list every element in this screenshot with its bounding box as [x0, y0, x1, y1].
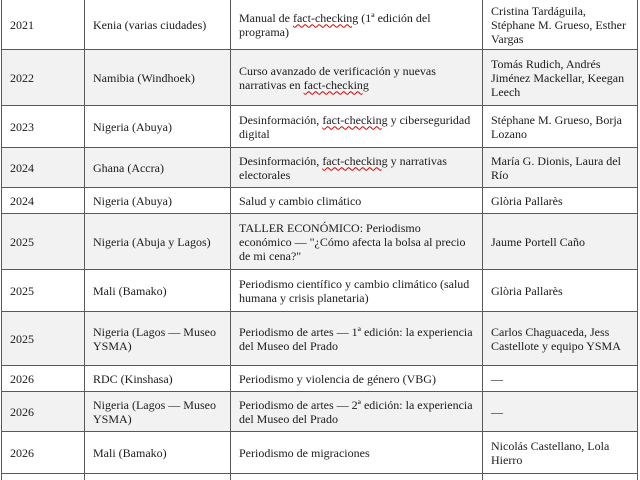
table-row — [2, 50, 638, 106]
team-cell: — — [483, 366, 638, 392]
place-cell: Nigeria (Abuja y Lagos) — [85, 214, 231, 270]
team-cell: Glòria Pallarès — [483, 188, 638, 214]
table-row — [2, 188, 638, 214]
place-cell: RDC (Kinshasa) — [85, 366, 231, 392]
table-row — [2, 432, 638, 474]
place-cell: Nigeria (Lagos — Museo YSMA) — [85, 392, 231, 432]
title-cell: TALLER ECONÓMICO: Periodismo económico — "¿Cómo afecta la bolsa al precio de mi cena?" — [231, 214, 483, 270]
table-row — [2, 0, 638, 50]
title-cell: Periodismo de migraciones — [231, 432, 483, 474]
workshops-table — [1, 0, 638, 480]
place-cell: Namibia (Windhoek) — [85, 50, 231, 106]
team-cell: Tomás Rudich, Andrés Jiménez Mackellar, Keegan Leech — [483, 50, 638, 106]
spellcheck-word: fact-checking — [292, 10, 359, 25]
table-row — [2, 270, 638, 312]
table-row — [2, 312, 638, 366]
title-cell: Curso avanzado de verificación y nuevas narrativas en fact-checking — [231, 50, 483, 106]
title-cell: Desinformación, fact-checking y narrativas electorales — [231, 148, 483, 188]
year-cell: 2025 — [2, 214, 85, 270]
spellcheck-word: fact-checking — [322, 112, 388, 127]
title-cell: Periodismo científico y cambio climático (salud humana y crisis planetaria) — [231, 270, 483, 312]
spellcheck-word: fact-checking — [303, 77, 369, 92]
table-row — [2, 214, 638, 270]
team-cell: Carlos Chaguaceda, Jess Castellote y equipo YSMA — [483, 312, 638, 366]
team-cell: María G. Dionis, Laura del Río — [483, 148, 638, 188]
table-row — [2, 106, 638, 148]
title-cell: Periodismo de artes — 2ª edición: la experiencia del Museo del Prado — [231, 392, 483, 432]
year-cell: 2026 — [2, 366, 85, 392]
year-cell — [2, 474, 85, 480]
table-row — [2, 148, 638, 188]
title-cell: Periodismo de artes — 1ª edición: la experiencia del Museo del Prado — [231, 312, 483, 366]
year-cell: 2021 — [2, 0, 85, 50]
table-row — [2, 392, 638, 432]
title-cell: Periodismo y violencia de género (VBG) — [231, 366, 483, 392]
team-cell: Cristina Tardáguila, Stéphane M. Grueso, Esther Vargas — [483, 0, 638, 50]
team-cell: Glòria Pallarès — [483, 270, 638, 312]
year-cell: 2023 — [2, 106, 85, 148]
spellcheck-word: fact-checking — [322, 153, 388, 168]
table-row — [2, 366, 638, 392]
team-cell: Nicolás Castellano, Lola Hierro — [483, 432, 638, 474]
year-cell: 2022 — [2, 50, 85, 106]
place-cell: Nigeria (Abuya) — [85, 188, 231, 214]
place-cell — [85, 474, 231, 480]
team-cell: Jaume Portell Caño — [483, 214, 638, 270]
team-cell: Stéphane M. Grueso, Borja Lozano — [483, 106, 638, 148]
year-cell: 2025 — [2, 270, 85, 312]
place-cell: Nigeria (Lagos — Museo YSMA) — [85, 312, 231, 366]
title-cell — [231, 474, 483, 480]
team-cell: — — [483, 392, 638, 432]
team-cell — [483, 474, 638, 480]
title-cell: Salud y cambio climático — [231, 188, 483, 214]
year-cell: 2026 — [2, 432, 85, 474]
year-cell: 2024 — [2, 148, 85, 188]
table-row-partial — [2, 474, 638, 480]
year-cell: 2025 — [2, 312, 85, 366]
place-cell: Kenia (varias ciudades) — [85, 0, 231, 50]
place-cell: Nigeria (Abuya) — [85, 106, 231, 148]
place-cell: Mali (Bamako) — [85, 270, 231, 312]
title-cell: Manual de fact-checking (1ª edición del programa) — [231, 0, 483, 50]
place-cell: Ghana (Accra) — [85, 148, 231, 188]
year-cell: 2026 — [2, 392, 85, 432]
title-cell: Desinformación, fact-checking y ciberseguridad digital — [231, 106, 483, 148]
place-cell: Mali (Bamako) — [85, 432, 231, 474]
year-cell: 2024 — [2, 188, 85, 214]
